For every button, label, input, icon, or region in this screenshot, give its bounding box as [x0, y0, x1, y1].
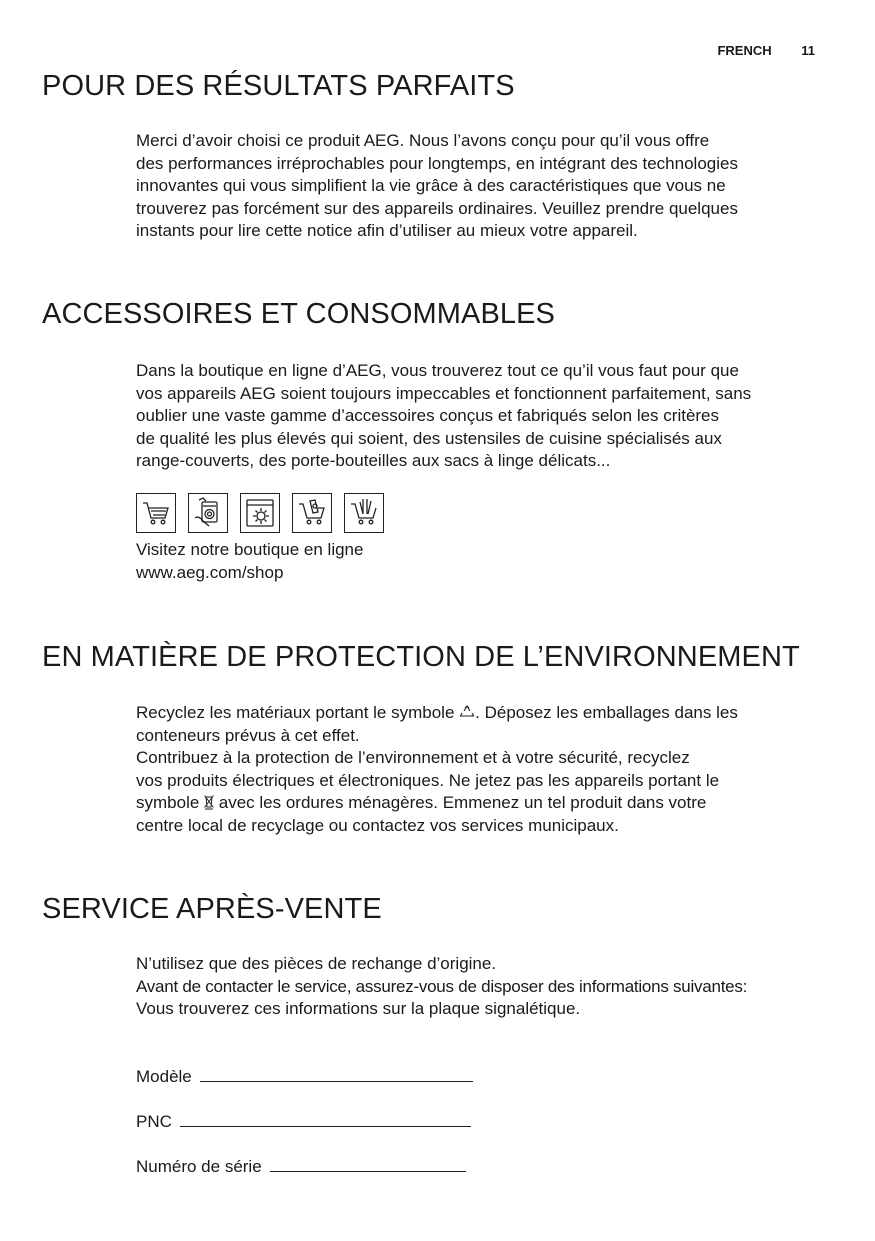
text-line	[136, 702, 826, 725]
cart-utensils-icon	[344, 493, 384, 533]
text-line	[136, 792, 826, 815]
shop-info	[136, 539, 363, 584]
pnc-label: PNC	[136, 1112, 172, 1131]
cart-bottle-icon	[292, 493, 332, 533]
text-line: Dans la boutique en ligne d’AEG, vous trouverez tout ce qu’il vous faut pour que	[136, 361, 739, 380]
recycle-icon	[459, 704, 475, 720]
text-fragment: Recyclez les matériaux portant le symbole	[136, 703, 460, 722]
model-label: Modèle	[136, 1067, 192, 1086]
text-fragment: symbole	[136, 793, 205, 813]
shop-invite-text: Visitez notre boutique en ligne	[136, 540, 364, 559]
text-line: instants pour lire cette notice afin d’utiliser au mieux votre appareil.	[136, 221, 638, 241]
shop-url-link[interactable]: www.aeg.com/shop	[136, 562, 284, 582]
text-line: de qualité les plus élevés qui soient, des ustensiles de cuisine spécialisés aux	[136, 428, 722, 448]
text-line: innovantes qui vous simplifient la vie grâce à des caractéristiques que vous ne	[136, 176, 726, 196]
text-line: des performances irréprochables pour longtemps, en intégrant des technologies	[136, 153, 738, 173]
section-title-environment: EN MATIÈRE DE PROTECTION DE L’ENVIRONNEMENT	[42, 641, 800, 673]
model-field[interactable]	[136, 1067, 473, 1087]
pnc-blank-line[interactable]	[180, 1112, 471, 1127]
section-title-results: POUR DES RÉSULTATS PARFAITS	[42, 70, 515, 102]
results-paragraph	[136, 130, 826, 243]
serial-blank-line[interactable]	[270, 1157, 466, 1172]
page-header	[717, 43, 815, 58]
section-title-service: SERVICE APRÈS-VENTE	[42, 893, 382, 925]
text-line: oublier une vaste gamme d’accessoires conçus et fabriqués selon les critères	[136, 406, 720, 426]
page-number: 11	[801, 43, 815, 58]
shop-icon-row	[136, 493, 384, 533]
text-line: N’utilisez que des pièces de rechange d’origine.	[136, 954, 497, 973]
text-line: centre local de recyclage ou contactez vos services municipaux.	[136, 815, 619, 835]
text-line: vos appareils AEG soient toujours impeccables et fonctionnent parfaitement, sans	[136, 383, 752, 403]
accessories-paragraph	[136, 360, 826, 473]
serial-field[interactable]	[136, 1157, 466, 1177]
text-fragment: . Déposez les emballages dans les	[475, 703, 738, 722]
text-fragment: avec les ordures ménagères. Emmenez un tel produit dans votre	[214, 793, 707, 813]
washer-hand-icon	[188, 493, 228, 533]
text-line: Merci d’avoir choisi ce produit AEG. Nous l’avons conçu pour qu’il vous offre	[136, 131, 710, 150]
model-blank-line[interactable]	[200, 1067, 473, 1082]
service-paragraph	[136, 953, 826, 1021]
text-line: Vous trouverez ces informations sur la plaque signalétique.	[136, 999, 581, 1019]
weee-bin-icon	[204, 794, 214, 810]
pnc-field[interactable]	[136, 1112, 471, 1132]
serial-label: Numéro de série	[136, 1157, 262, 1176]
text-line: Contribuez à la protection de l’environnement et à votre sécurité, recyclez	[136, 748, 690, 768]
text-line: Avant de contacter le service, assurez-vous de disposer des informations suivantes:	[136, 976, 748, 996]
language-label: FRENCH	[717, 43, 772, 58]
text-line: vos produits électriques et électroniques. Ne jetez pas les appareils portant le	[136, 770, 720, 790]
text-line: trouverez pas forcément sur des appareils ordinaires. Veuillez prendre quelques	[136, 198, 738, 218]
text-line: conteneurs prévus à cet effet.	[136, 725, 360, 745]
environment-paragraph	[136, 702, 826, 838]
oven-gear-icon	[240, 493, 280, 533]
text-line: range-couverts, des porte-bouteilles aux sacs à linge délicats...	[136, 451, 611, 471]
section-title-accessories: ACCESSOIRES ET CONSOMMABLES	[42, 298, 556, 330]
cart-icon	[136, 493, 176, 533]
